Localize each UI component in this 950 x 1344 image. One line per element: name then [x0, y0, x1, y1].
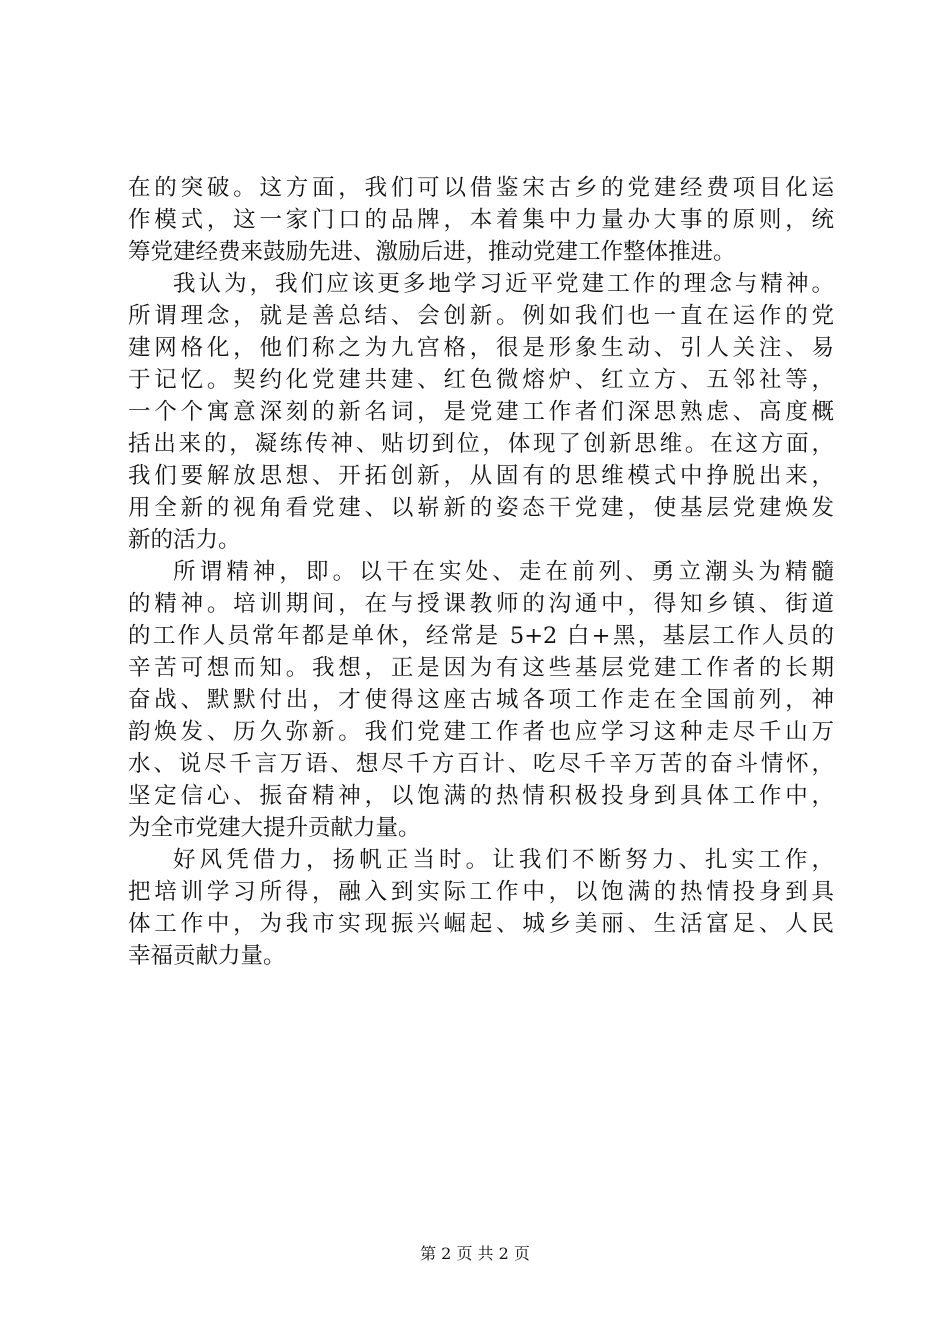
text-line: 作模式，这一家门口的品牌，本着集中力量办大事的原则，统	[128, 207, 834, 233]
text-line: 我认为，我们应该更多地学习近平党建工作的理念与精神。	[173, 271, 834, 297]
text-line: 的精神。培训期间，在与授课教师的沟通中，得知乡镇、街道	[128, 591, 834, 617]
text-line: 奋战、默默付出，才使得这座古城各项工作走在全国前列，神	[128, 687, 834, 713]
text-line: 用全新的视角看党建、以崭新的姿态干党建，使基层党建焕发	[128, 495, 834, 521]
paragraph	[128, 268, 834, 556]
text-line: 所谓理念，就是善总结、会创新。例如我们也一直在运作的党	[128, 303, 834, 329]
paragraph	[128, 172, 834, 268]
paragraph	[128, 844, 834, 972]
paragraph	[128, 556, 834, 844]
text-line: 幸福贡献力量。	[128, 943, 286, 969]
text-line: 水、说尽千言万语、想尽千方百计、吃尽千辛万苦的奋斗情怀，	[128, 751, 834, 777]
text-line: 把培训学习所得，融入到实际工作中，以饱满的热情投身到具	[128, 879, 834, 905]
text-line: 筹党建经费来鼓励先进、激励后进，推动党建工作整体推进。	[128, 239, 736, 265]
text-line: 体工作中，为我市实现振兴崛起、城乡美丽、生活富足、人民	[128, 911, 834, 937]
page-footer: 第 2 页 共 2 页	[420, 1244, 530, 1263]
text-line: 好风凭借力，扬帆正当时。让我们不断努力、扎实工作，	[173, 847, 834, 873]
text-line: 我们要解放思想、开拓创新，从固有的思维模式中挣脱出来，	[128, 463, 834, 489]
text-line: 辛苦可想而知。我想，正是因为有这些基层党建工作者的长期	[128, 655, 834, 681]
text-line: 所谓精神，即。以干在实处、走在前列、勇立潮头为精髓	[173, 559, 834, 585]
text-line: 坚定信心、振奋精神，以饱满的热情积极投身到具体工作中，	[128, 783, 834, 809]
text-line: 建网格化，他们称之为九宫格，很是形象生动、引人关注、易	[128, 335, 834, 361]
document-body	[128, 172, 834, 972]
text-line: 于记忆。契约化党建共建、红色微熔炉、红立方、五邻社等，	[128, 367, 834, 393]
text-line: 新的活力。	[128, 527, 241, 553]
text-line: 的工作人员常年都是单休，经常是 5+2 白+黑，基层工作人员的	[128, 623, 834, 649]
text-line: 括出来的，凝练传神、贴切到位，体现了创新思维。在这方面，	[128, 431, 834, 457]
text-line: 在的突破。这方面，我们可以借鉴宋古乡的党建经费项目化运	[128, 175, 834, 201]
text-line: 为全市党建大提升贡献力量。	[128, 815, 421, 841]
text-line: 韵焕发、历久弥新。我们党建工作者也应学习这种走尽千山万	[128, 719, 834, 745]
text-line: 一个个寓意深刻的新名词，是党建工作者们深思熟虑、高度概	[128, 399, 834, 425]
